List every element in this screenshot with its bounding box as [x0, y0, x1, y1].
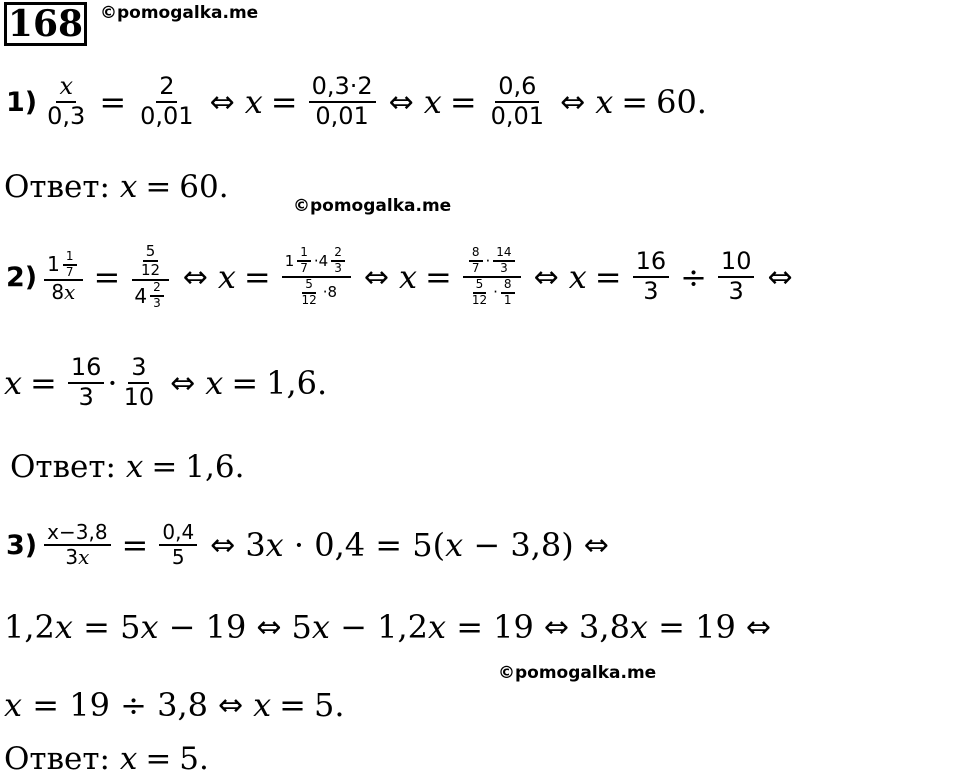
- fraction: [463, 246, 521, 307]
- numerator: 0,4: [159, 521, 197, 546]
- problem-1-label: 1): [6, 86, 38, 118]
- numerator: 1: [63, 250, 77, 266]
- variable: x: [217, 258, 236, 296]
- numerator: 10: [718, 248, 755, 278]
- answer-value: 5.: [179, 741, 209, 777]
- numerator: 0,6: [495, 73, 539, 103]
- denominator: 3: [500, 261, 508, 276]
- denominator: 3: [728, 277, 744, 305]
- fraction: [488, 73, 547, 130]
- expression-part: = 19 ÷ 3,8: [22, 686, 208, 724]
- fraction: [297, 246, 311, 276]
- equals-sign: =: [121, 526, 149, 564]
- fraction: [501, 278, 515, 308]
- equals-sign: =: [231, 364, 259, 402]
- numerator: 16: [68, 354, 105, 384]
- variable: x: [311, 608, 330, 646]
- numerator: 5: [302, 278, 316, 294]
- variable: x: [119, 169, 138, 205]
- equivalence-symbol: ⇔: [210, 527, 236, 563]
- variable: x: [140, 608, 159, 646]
- denominator: 0,01: [490, 102, 545, 130]
- problem-1-answer: [4, 152, 229, 222]
- numerator: 1: [297, 246, 311, 262]
- denominator: 7: [300, 261, 308, 276]
- variable: x: [4, 364, 23, 402]
- expression-part: · 0,4 = 5(: [283, 526, 446, 564]
- variable: x: [399, 258, 418, 296]
- whole-part: 4: [134, 283, 148, 308]
- problem-2-equation: [6, 232, 803, 322]
- variable: x: [54, 608, 73, 646]
- watermark-top: ©pomogalka.me: [100, 3, 259, 23]
- whole-part: 1: [284, 251, 295, 270]
- multiplier: ·8: [322, 283, 338, 302]
- fraction: [493, 246, 514, 276]
- numerator: 14: [493, 246, 514, 262]
- numerator: 2: [156, 73, 177, 103]
- variable: x: [265, 526, 284, 564]
- equals-sign: =: [425, 258, 452, 296]
- fraction: [121, 354, 158, 411]
- fraction: [150, 281, 164, 311]
- answer-prefix: Ответ:: [4, 169, 110, 205]
- coefficient: 8: [51, 280, 65, 305]
- multiply-dot: ·: [485, 251, 491, 270]
- expression-part: = 19: [446, 608, 534, 646]
- expression-part: = 5: [72, 608, 141, 646]
- variable: x: [595, 83, 614, 121]
- denominator: 0,01: [315, 102, 369, 130]
- variable: x: [445, 526, 464, 564]
- variable: x: [59, 72, 73, 101]
- fraction: [718, 248, 755, 305]
- problem-3-answer: [4, 734, 209, 784]
- fraction: [298, 278, 319, 308]
- denominator: 7: [471, 261, 480, 276]
- equivalence-symbol: ⇔: [543, 609, 570, 645]
- fraction: [309, 73, 376, 130]
- coefficient: 3,8: [579, 608, 630, 646]
- numerator: 5: [143, 243, 159, 262]
- result-value: 5.: [313, 686, 345, 724]
- denominator: 10: [123, 383, 155, 411]
- equivalence-symbol: ⇔: [533, 259, 559, 295]
- equals-sign: =: [279, 686, 306, 724]
- whole-part: 4: [318, 251, 329, 270]
- coefficient: 5: [291, 608, 312, 646]
- equivalence-symbol: ⇔: [560, 84, 586, 120]
- numerator: 2: [331, 246, 345, 262]
- result-value: 60.: [656, 83, 707, 121]
- fraction: [63, 250, 77, 280]
- divide-sign: ÷: [680, 258, 707, 296]
- denominator: 12: [301, 292, 317, 307]
- denominator: 0,3: [47, 102, 86, 130]
- problem-2-continuation: [4, 348, 327, 418]
- denominator: 0,01: [140, 102, 194, 130]
- variable: x: [629, 608, 648, 646]
- watermark-middle: ©pomogalka.me: [293, 196, 452, 216]
- coefficient: 3: [245, 526, 266, 564]
- answer-prefix: Ответ:: [10, 449, 116, 485]
- multiply-dot: ·: [313, 251, 319, 270]
- equals-sign: =: [145, 169, 172, 205]
- denominator: 7: [65, 264, 74, 279]
- numerator: 16: [633, 248, 670, 278]
- problem-number: 168: [4, 2, 87, 46]
- denominator: 12: [471, 292, 488, 307]
- expression-part: − 19: [158, 608, 247, 646]
- answer-value: 60.: [179, 169, 229, 205]
- fraction: [282, 246, 351, 307]
- multiply-dot: ·: [493, 283, 498, 302]
- numerator: 5: [473, 278, 487, 294]
- variable: x: [253, 686, 272, 724]
- problem-3-line-3: [4, 670, 345, 740]
- equivalence-symbol: ⇔: [745, 609, 771, 645]
- problem-3-line-2: [4, 592, 781, 662]
- coefficient: 1,2: [4, 608, 55, 646]
- denominator: 3: [334, 261, 342, 276]
- fraction: [469, 278, 490, 308]
- problem-3-equation: [6, 510, 619, 580]
- variable: x: [125, 449, 144, 485]
- equals-sign: =: [243, 258, 271, 296]
- fraction: [137, 73, 196, 130]
- problem-2-answer: [10, 432, 244, 502]
- numerator: 2: [150, 281, 164, 297]
- fraction: [159, 521, 197, 569]
- fraction: [44, 521, 110, 569]
- problem-1-equation: [6, 67, 707, 137]
- fraction: [44, 250, 82, 305]
- expression-part: = 19: [647, 608, 736, 646]
- variable: x: [244, 83, 263, 121]
- variable: x: [78, 545, 90, 569]
- equivalence-symbol: ⇔: [217, 687, 244, 723]
- fraction: [131, 243, 169, 311]
- equals-sign: =: [621, 83, 649, 121]
- equivalence-symbol: ⇔: [363, 259, 389, 295]
- variable: x: [568, 258, 587, 296]
- denominator: 3: [153, 296, 161, 311]
- equals-sign: =: [594, 258, 622, 296]
- equals-sign: =: [270, 83, 298, 121]
- answer-prefix: Ответ:: [4, 741, 110, 777]
- variable: x: [205, 364, 224, 402]
- numerator: 0,3·2: [309, 73, 376, 103]
- fraction: [331, 246, 345, 276]
- numerator: x−3,8: [44, 521, 110, 546]
- fraction: [44, 73, 88, 130]
- numerator: 8: [469, 246, 483, 262]
- variable: x: [423, 83, 442, 121]
- numerator: 3: [128, 354, 149, 384]
- numerator: 8: [501, 278, 515, 294]
- equals-sign: =: [99, 83, 127, 121]
- fraction: [68, 354, 105, 411]
- coefficient: 3: [65, 545, 79, 569]
- answer-value: 1,6.: [185, 449, 245, 485]
- equals-sign: =: [151, 449, 178, 485]
- problem-2-label: 2): [6, 261, 38, 293]
- equivalence-symbol: ⇔: [209, 84, 235, 120]
- result-value: 1,6.: [266, 364, 328, 402]
- watermark-bottom: ©pomogalka.me: [498, 663, 657, 683]
- denominator: 3: [643, 277, 659, 305]
- denominator: 1: [503, 292, 512, 307]
- multiply-dot: ·: [107, 364, 118, 402]
- variable: x: [4, 686, 23, 724]
- denominator: 3: [78, 383, 94, 411]
- problem-3-label: 3): [6, 529, 38, 561]
- equals-sign: =: [449, 83, 477, 121]
- equivalence-symbol: ⇔: [256, 609, 282, 645]
- expression-part: − 1,2: [329, 608, 428, 646]
- equivalence-symbol: ⇔: [388, 84, 414, 120]
- equals-sign: =: [93, 258, 121, 296]
- denominator: 12: [140, 261, 161, 280]
- equivalence-symbol: ⇔: [182, 259, 208, 295]
- equivalence-symbol: ⇔: [170, 365, 196, 401]
- fraction: [633, 248, 670, 305]
- variable: x: [427, 608, 447, 646]
- fraction: [469, 246, 483, 276]
- fraction: [138, 243, 163, 280]
- equals-sign: =: [145, 741, 172, 777]
- equivalence-symbol: ⇔: [583, 527, 609, 563]
- equals-sign: =: [30, 364, 57, 402]
- denominator: 5: [171, 545, 185, 569]
- variable: x: [64, 280, 76, 305]
- whole-part: 1: [47, 252, 60, 276]
- expression-part: − 3,8): [463, 526, 574, 564]
- variable: x: [119, 741, 138, 777]
- equivalence-symbol: ⇔: [767, 259, 793, 295]
